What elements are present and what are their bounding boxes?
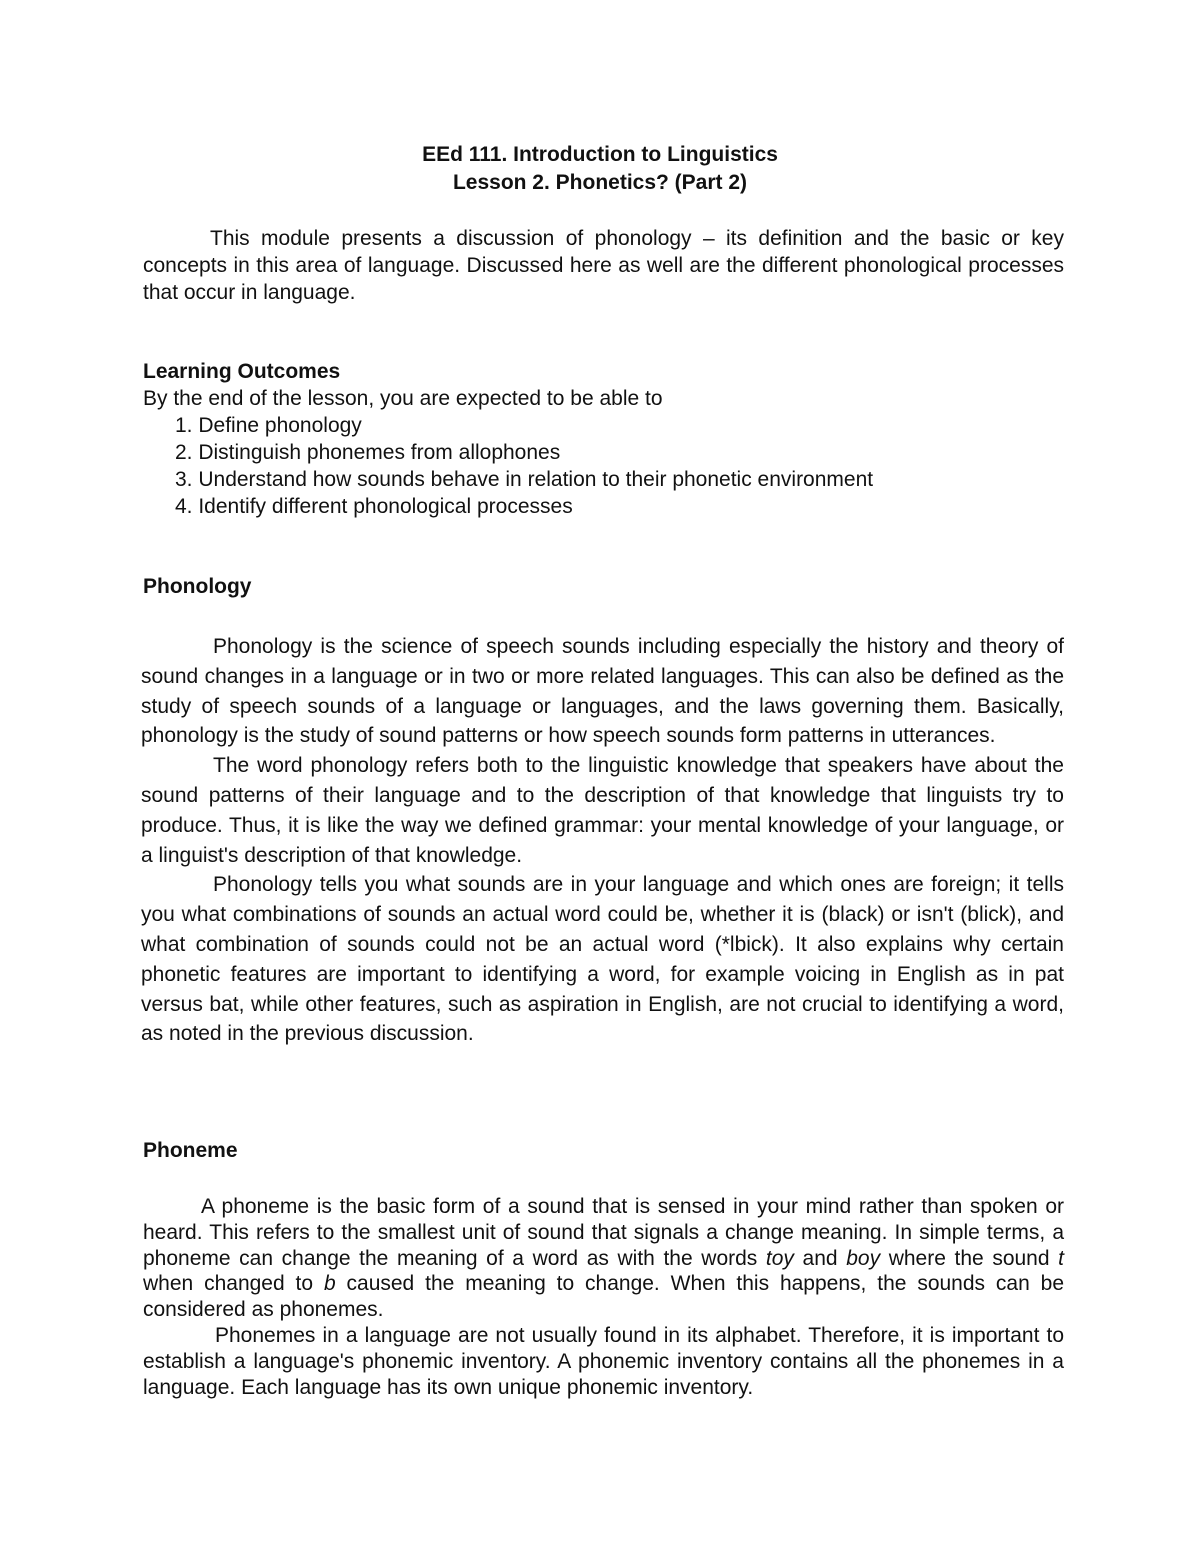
- phonology-paragraph-2: The word phonology refers both to the linguistic knowledge that speakers have about the sound patterns of their language and to the description of that knowledge that linguists try to produce. Thus, it is like the way we defined grammar: your mental knowledge of your language, or a linguist's description of that knowledge.: [141, 754, 1064, 867]
- learning-outcomes-list: [175, 412, 873, 520]
- phonology-paragraph-1: Phonology is the science of speech sounds including especially the history and theory of sound changes in a language or in two or more related languages. This can also be defined as the study of speech sounds of a language or languages, and the laws governing them. Basically, phonology is the study of sound patterns or how speech sounds form patterns in utterances.: [141, 635, 1064, 748]
- phoneme-paragraph-1: [143, 1194, 1064, 1323]
- phoneme-section: [143, 1194, 1064, 1400]
- phonology-paragraph-3: Phonology tells you what sounds are in your language and which ones are foreign; it tells you what combinations of sounds an actual word could be, whether it is (black) or isn't (blick), and what combination of sounds could not be an actual word (*lbick). It also explains why certain phonetic features are important to identifying a word, for example voicing in English as in pat versus bat, while other features, such as aspiration in English, are not crucial to identifying a word, as noted in the previous discussion.: [141, 873, 1064, 1046]
- learning-outcomes-heading: Learning Outcomes: [143, 360, 341, 383]
- list-item: 2. Distinguish phonemes from allophones: [175, 441, 561, 464]
- phoneme-p1-text-e: caused the meaning to change. When this happens, the sounds can be considered as phonemes.: [143, 1272, 1065, 1322]
- example-word-toy: toy: [765, 1246, 794, 1270]
- example-sound-t: t: [1058, 1246, 1064, 1270]
- intro-paragraph: This module presents a discussion of phonology – its definition and the basic or key concepts in this area of language. Discussed here as well are the different phonological processes that occur in language.: [143, 227, 1064, 304]
- learning-outcomes-lead: By the end of the lesson, you are expected to be able to: [143, 387, 663, 410]
- phoneme-p1-text-d: when changed to: [143, 1272, 324, 1296]
- phoneme-p1-text-c: where the sound: [880, 1246, 1059, 1270]
- list-item: 4. Identify different phonological processes: [175, 495, 573, 518]
- list-item: 3. Understand how sounds behave in relation to their phonetic environment: [175, 468, 874, 491]
- phoneme-heading: Phoneme: [143, 1139, 238, 1162]
- example-sound-b: b: [323, 1272, 336, 1296]
- phonology-heading: Phonology: [143, 575, 252, 598]
- list-item: 1. Define phonology: [175, 414, 362, 437]
- phoneme-paragraph-2: Phonemes in a language are not usually found in its alphabet. Therefore, it is important to establish a language's phonemic inventory. A phonemic inventory contains all the phonemes in a language. Each language has its own unique phonemic inventory.: [143, 1323, 1064, 1399]
- phoneme-p1-text-b: and: [793, 1246, 847, 1270]
- phonology-section: [141, 632, 1064, 1049]
- course-title: EEd 111. Introduction to Linguistics: [422, 143, 778, 166]
- example-word-boy: boy: [846, 1246, 881, 1270]
- lesson-title: Lesson 2. Phonetics? (Part 2): [452, 171, 748, 194]
- document-title-block: [0, 141, 1200, 197]
- phoneme-p1-text-a: A phoneme is the basic form of a sound that is sensed in your mind rather than spoken or heard. This refers to the smallest unit of sound that signals a change meaning. In simple terms, a phoneme can change the meaning of a word as with the words: [143, 1195, 1064, 1270]
